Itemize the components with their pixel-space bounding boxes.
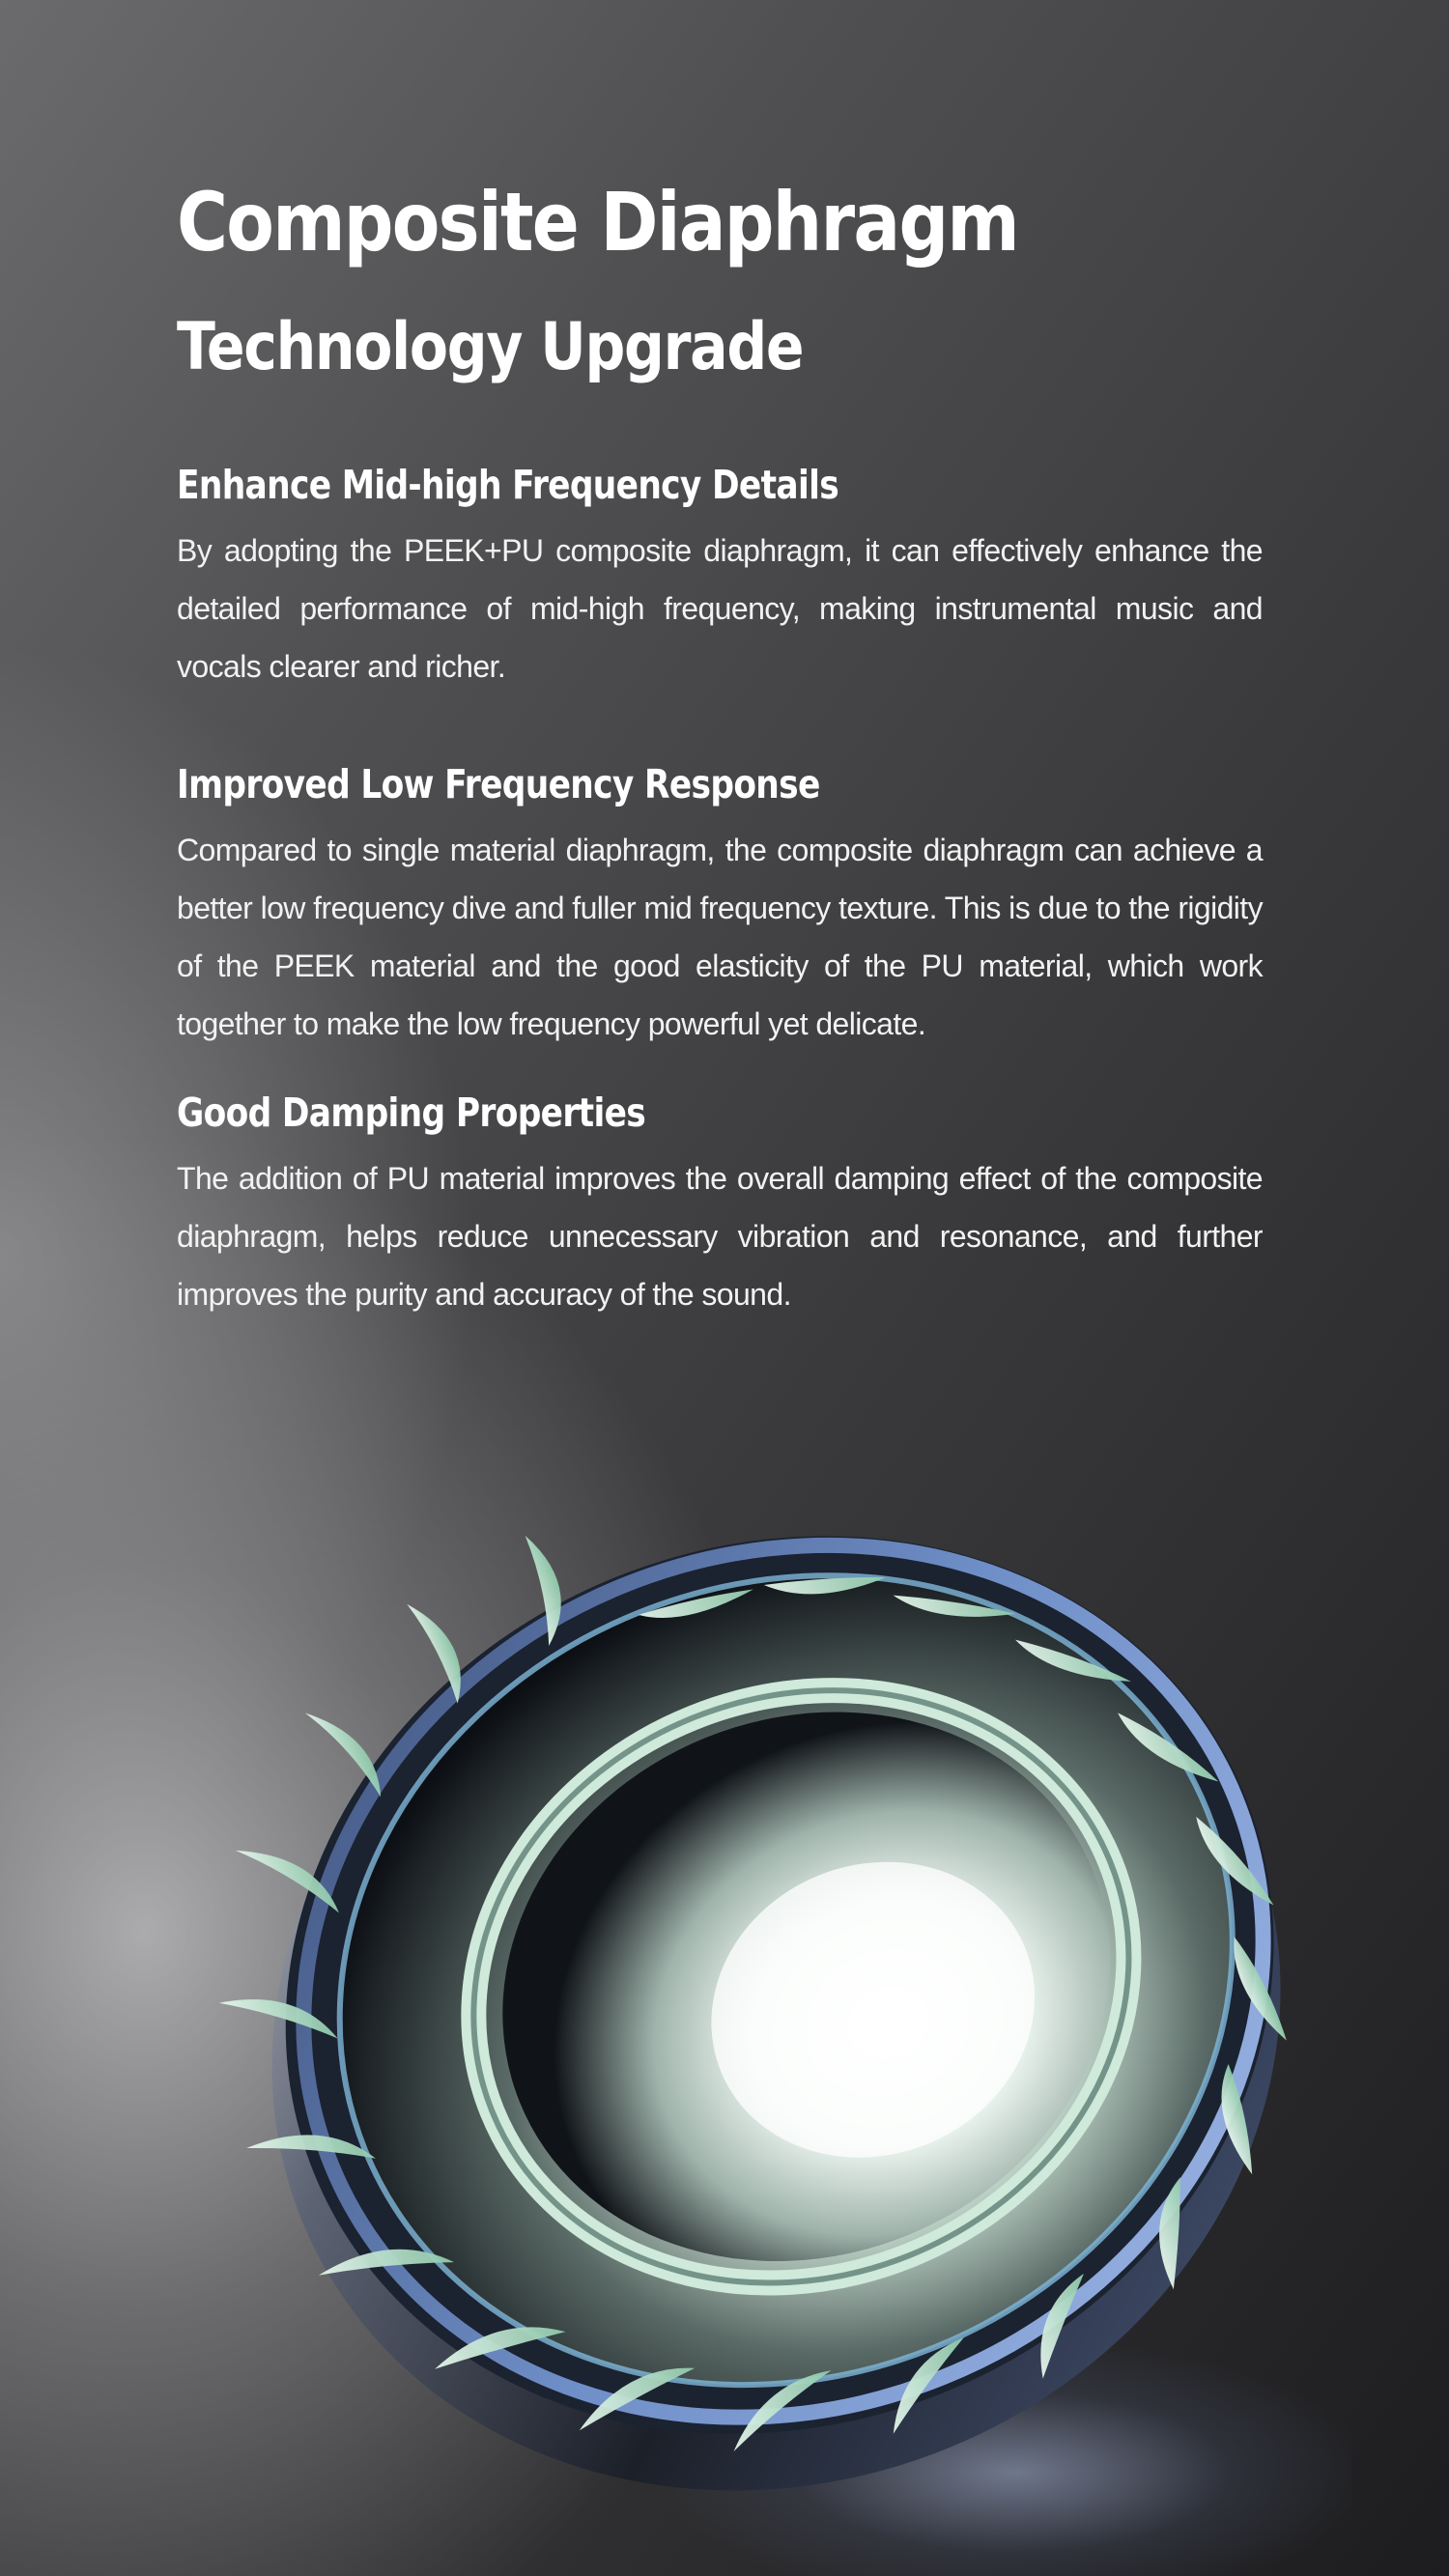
feature-section-damping bbox=[177, 1084, 1263, 1323]
feature-section-mid-high bbox=[177, 456, 1263, 695]
section-body: By adopting the PEEK+PU composite diaphragm, it can effectively enhance the detailed performance of mid-high frequency, making instrumental music and vocals clearer and richer. bbox=[177, 533, 1263, 684]
section-body: The addition of PU material improves the overall damping effect of the composite diaphragm, helps reduce unnecessary vibration and resonance, and further improves the purity and accuracy of the sound. bbox=[177, 1161, 1263, 1312]
section-body: Compared to single material diaphragm, the composite diaphragm can achieve a better low frequency dive and fuller mid frequency texture. This is due to the rigidity of the PEEK material and the good elasticity of the PU material, which work together to make the low frequency powerful yet delicate. bbox=[177, 833, 1263, 1041]
section-heading: Enhance Mid-high Frequency Details bbox=[177, 462, 839, 508]
section-heading: Improved Low Frequency Response bbox=[177, 761, 820, 807]
section-heading: Good Damping Properties bbox=[177, 1090, 646, 1136]
feature-copy bbox=[177, 164, 1263, 1323]
headline-line-1: Composite Diaphragm bbox=[177, 175, 1018, 269]
feature-section-low-frequency bbox=[177, 755, 1263, 1053]
diaphragm-driver-icon bbox=[184, 1420, 1304, 2511]
headline-line-2: Technology Upgrade bbox=[177, 309, 804, 385]
